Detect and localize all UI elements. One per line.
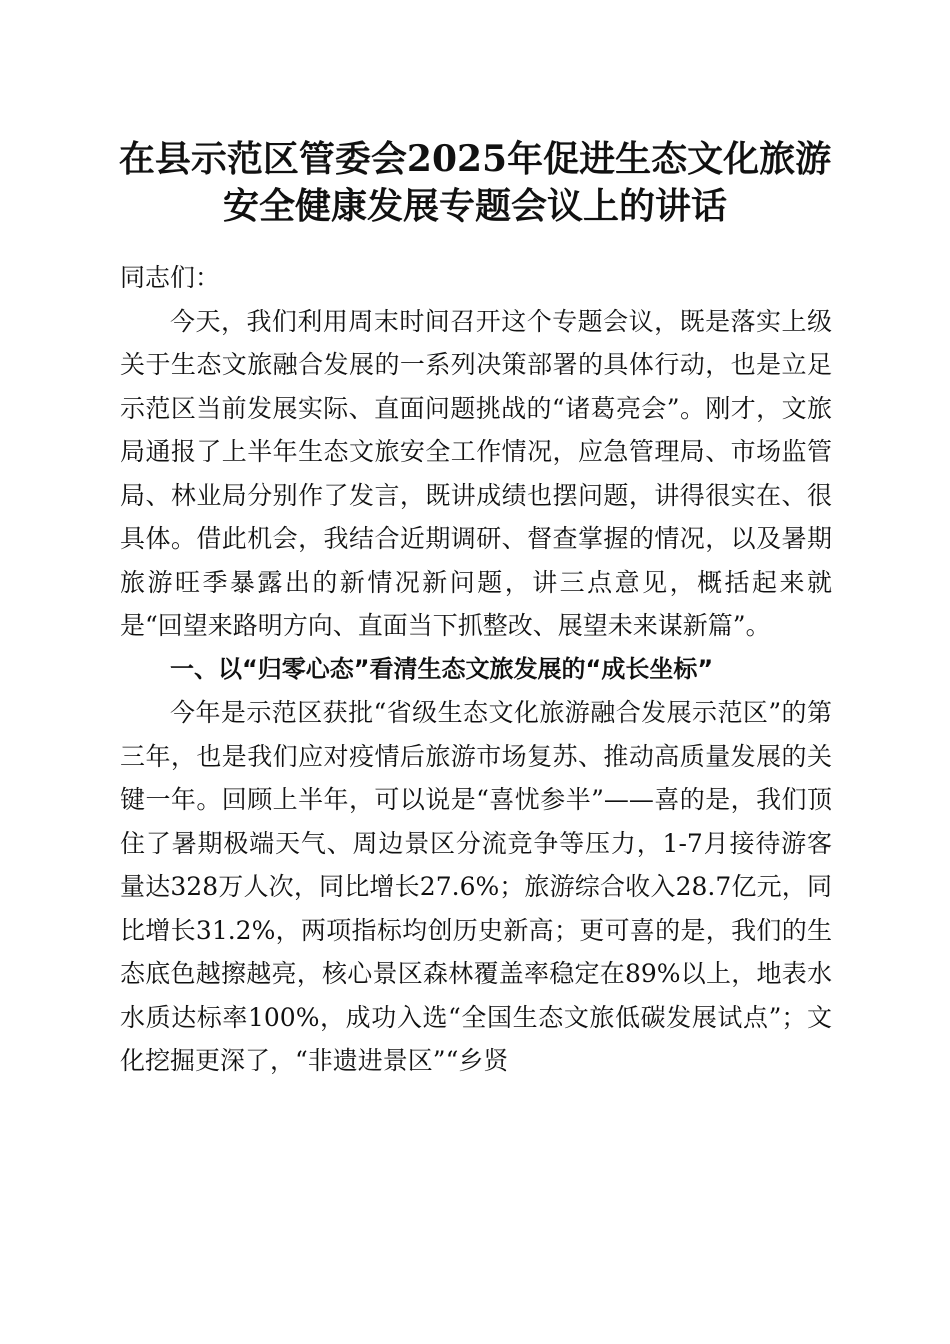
document-title-line-2: 安全健康发展专题会议上的讲话 <box>222 185 727 227</box>
section-1-heading: 一、以“归零心态”看清生态文旅发展的“成长坐标” <box>170 654 714 683</box>
opening-paragraph: 今天，我们利用周末时间召开这个专题会议，既是落实上级关于生态文旅融合发展的一系列决策部署的具体行动，也是立足示范区当前发展实际、直面问题挑战的“诸葛亮会”。刚才，文旅局通报了上半年生态文旅安全工作情况，应急管理局、市场监管局、林业局分别作了发言，既讲成绩也摆问题，讲得很实在、很具体。借此机会，我结合近期调研、督查掌握的情况，以及暑期旅游旺季暴露出的新情况新问题，讲三点意见，概括起来就是“回望来路明方向、直面当下抓整改、展望未来谋新篇”。 <box>120 306 832 640</box>
section-1-paragraph: 今年是示范区获批“省级生态文化旅游融合发展示范区”的第三年，也是我们应对疫情后旅游市场复苏、推动高质量发展的关键一年。回顾上半年，可以说是“喜忧参半”——喜的是，我们顶住了暑期极端天气、周边景区分流竞争等压力，1-7月接待游客量达328万人次，同比增长27.6%；旅游综合收入28.7亿元，同比增长31.2%，两项指标均创历史新高；更可喜的是，我们的生态底色越擦越亮，核心景区森林覆盖率稳定在89%以上，地表水水质达标率100%，成功入选“全国生态文旅低碳发展试点”；文化挖掘更深了，“非遗进景区”“乡贤 <box>120 698 832 1075</box>
document-body <box>120 256 832 1083</box>
salutation: 同志们： <box>120 263 221 292</box>
document-title-line-1: 在县示范区管委会2025年促进生态文化旅游 <box>118 138 832 180</box>
